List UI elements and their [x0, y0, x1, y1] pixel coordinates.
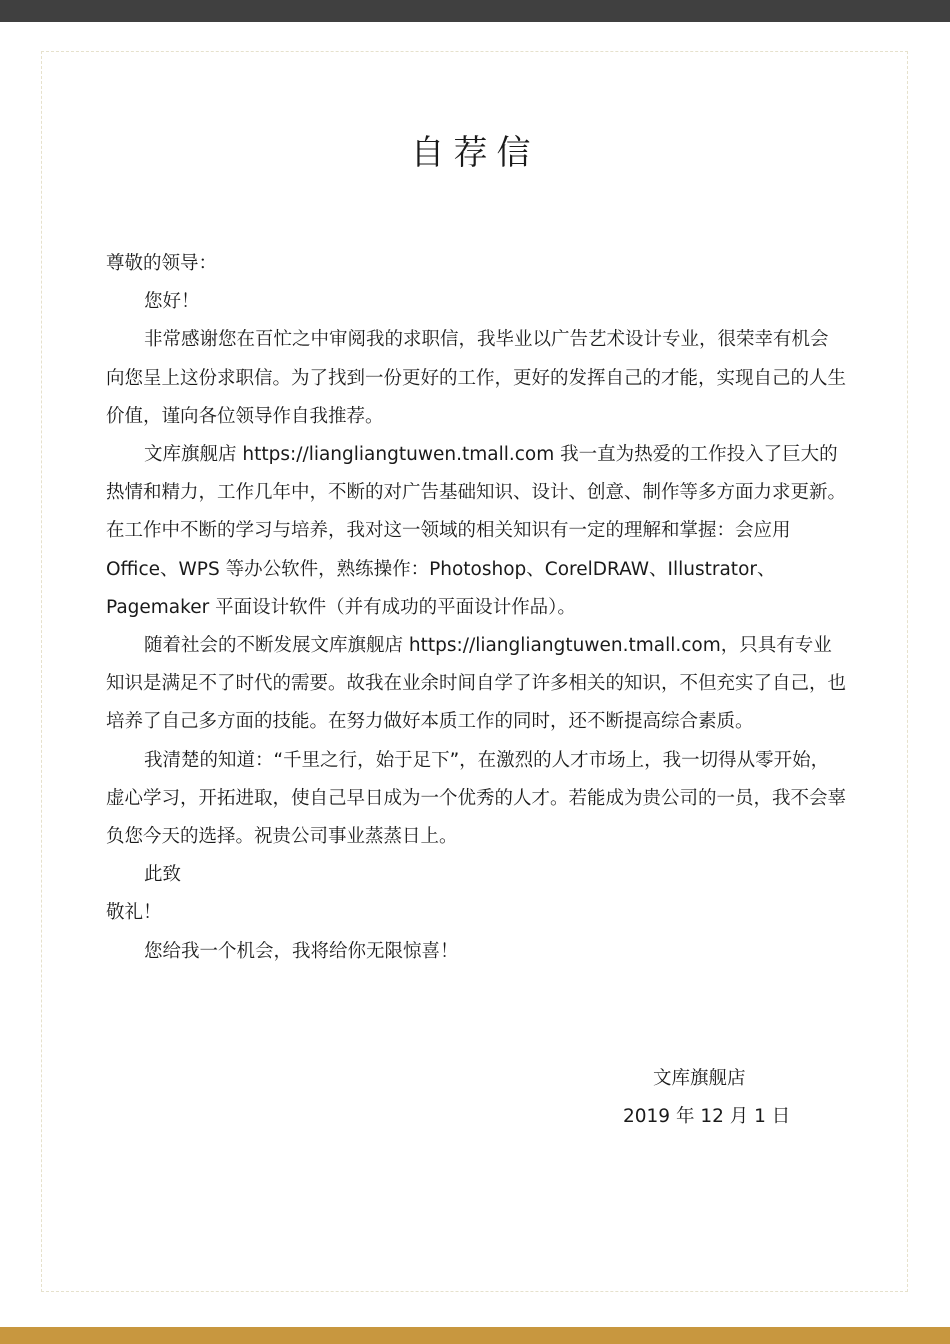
salutation: 尊敬的领导：: [106, 253, 218, 274]
paragraph-conclusion: 我清楚的知道：“千里之行，始于足下”，在激烈的人才市场上，我一切得从零开始，虚心学习，开拓进取，使自己早日成为一个优秀的人才。若能成为贵公司的一员，我不会辜负您今天的选择。祝贵公司事业蒸蒸日上。: [106, 749, 847, 848]
letter-body: [106, 245, 846, 971]
page-title: 自荐信: [410, 133, 540, 173]
greeting: 您好！: [144, 291, 200, 313]
respect: 敬礼！: [106, 902, 162, 924]
paragraph-experience: 文库旗舰店 https://liangliangtuwen.tmall.com 我一直为热爱的工作投入了巨大的热情和精力，工作几年中，不断的对广告基础知识、设计、创意、制作等多方面力求更新。在工作中不断的学习与培养，我对这一领域的相关知识有一定的理解和掌握：会应用 Office、WPS 等办公软件，熟练操作：Photoshop、CorelDRAW、Illustrator、Pagemaker 平面设计软件（并有成功的平面设计作品）。: [106, 444, 847, 618]
bottom-bar: [0, 1327, 950, 1344]
paragraph-learning: 随着社会的不断发展文库旗舰店 https://liangliangtuwen.tmall.com，只具有专业知识是满足不了时代的需要。故我在业余时间自学了许多相关的知识，不但充实了自己，也培养了自己多方面的技能。在努力做好本质工作的同时，还不断提高综合素质。: [106, 635, 847, 733]
top-bar: [0, 0, 950, 22]
paragraph-intro: 非常感谢您在百忙之中审阅我的求职信，我毕业以广告艺术设计专业，很荣幸有机会向您呈上这份求职信。为了找到一份更好的工作，更好的发挥自己的才能，实现自己的人生价值，谨向各位领导作自我推荐。: [106, 329, 847, 427]
closing: 此致: [144, 864, 182, 886]
postscript: 您给我一个机会，我将给你无限惊喜！: [144, 940, 459, 962]
signature: 文库旗舰店: [653, 1068, 746, 1089]
date: 2019 年 12 月 1 日: [623, 1106, 791, 1127]
